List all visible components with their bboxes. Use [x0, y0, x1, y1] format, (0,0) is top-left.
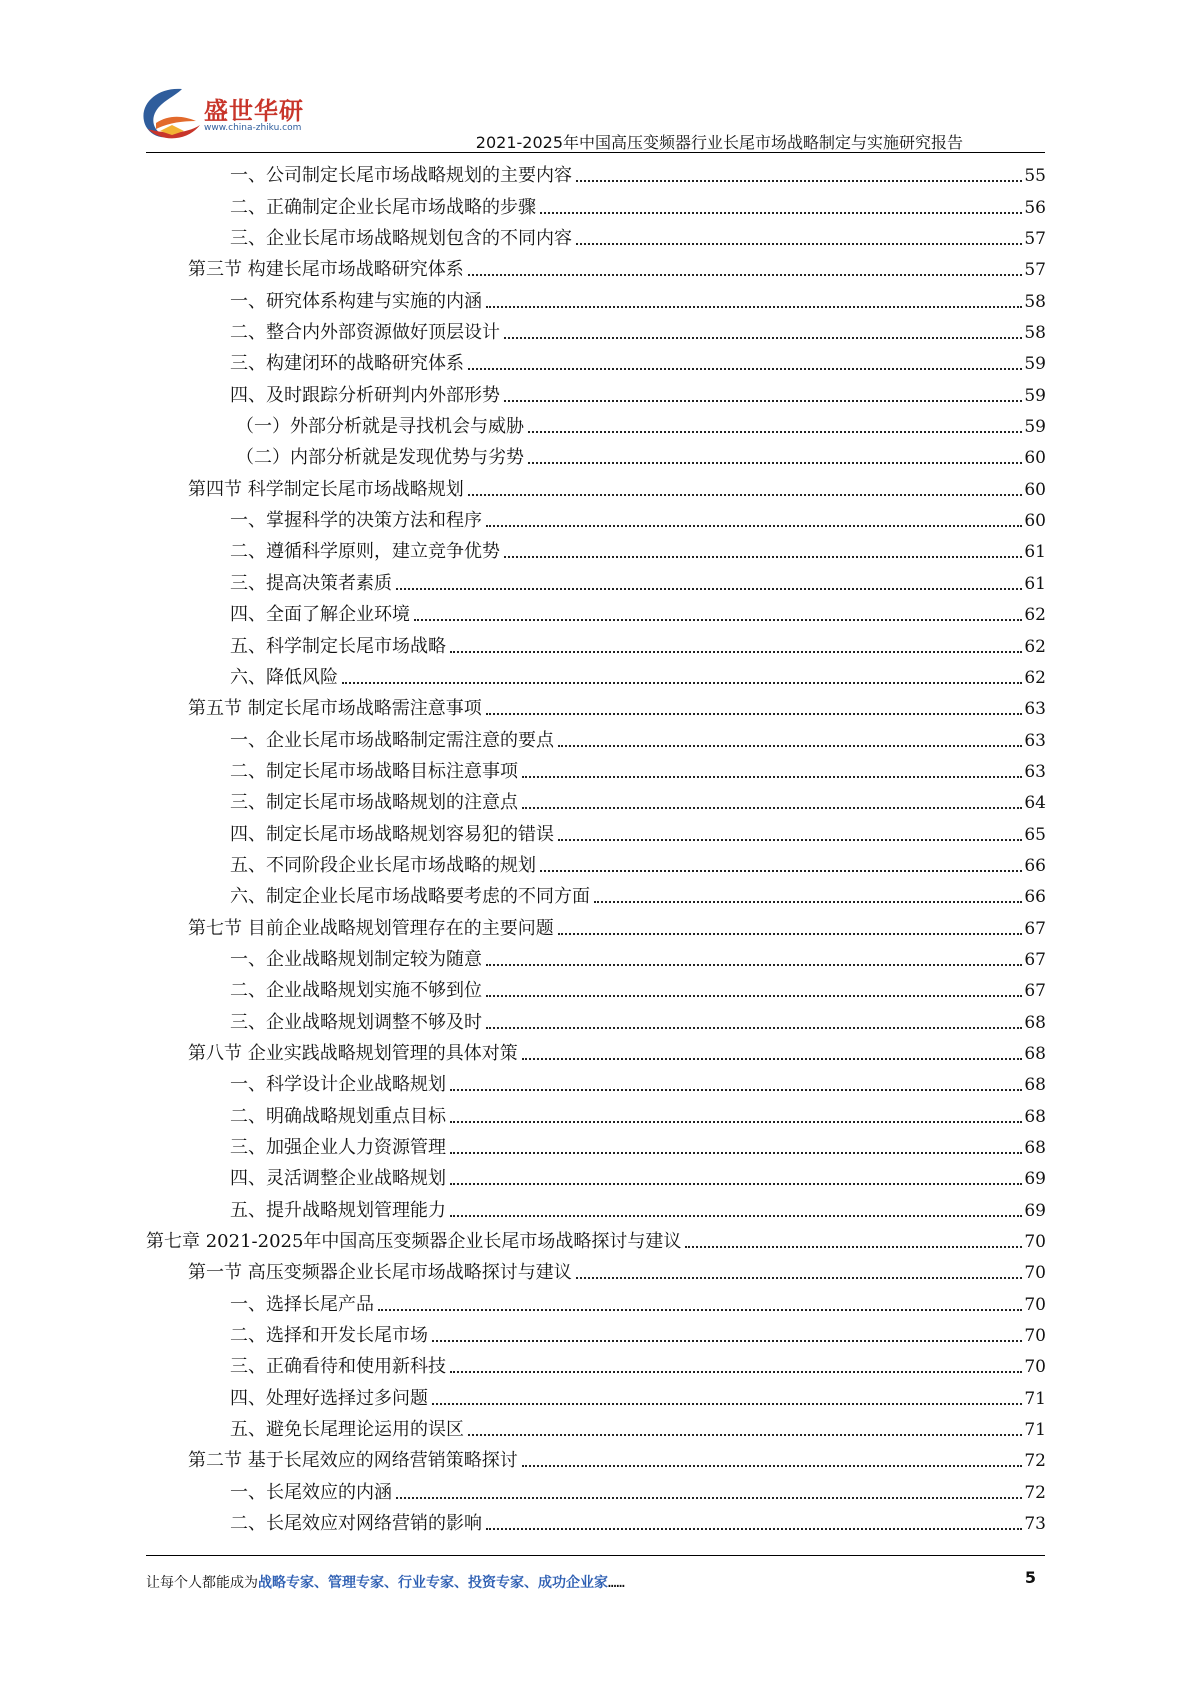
toc-dot-leader [522, 1465, 1023, 1467]
toc-entry-page: 62 [1024, 667, 1046, 688]
toc-entry-page: 63 [1024, 730, 1046, 751]
toc-dot-leader [576, 180, 1022, 182]
toc-dot-leader [450, 1089, 1022, 1091]
table-of-contents [146, 158, 1046, 1537]
toc-dot-leader [450, 1215, 1022, 1217]
toc-entry[interactable] [146, 1067, 1046, 1098]
toc-entry-label: 三、构建闭环的战略研究体系 [230, 353, 464, 375]
toc-dot-leader [594, 901, 1022, 903]
toc-entry-page: 61 [1024, 542, 1046, 563]
toc-entry[interactable] [146, 628, 1046, 659]
toc-dot-leader [486, 964, 1022, 966]
toc-entry[interactable] [146, 1036, 1046, 1067]
toc-dot-leader [576, 1277, 1023, 1279]
toc-entry-page: 69 [1024, 1169, 1046, 1190]
toc-entry-label: 五、避免长尾理论运用的误区 [230, 1419, 464, 1441]
toc-entry-label: 一、研究体系构建与实施的内涵 [230, 290, 482, 312]
toc-entry[interactable] [146, 565, 1046, 596]
toc-dot-leader [450, 1152, 1022, 1154]
toc-entry-page: 68 [1024, 1075, 1046, 1096]
toc-entry-label: （二）内部分析就是发现优势与劣势 [236, 447, 524, 469]
toc-entry-label: 一、掌握科学的决策方法和程序 [230, 510, 482, 532]
toc-entry-page: 55 [1024, 166, 1046, 187]
toc-dot-leader [486, 713, 1023, 715]
toc-entry-page: 60 [1024, 511, 1046, 532]
toc-entry-page: 70 [1024, 1357, 1046, 1378]
toc-entry-page: 70 [1024, 1326, 1046, 1347]
toc-entry[interactable] [146, 346, 1046, 377]
toc-entry-page: 68 [1024, 1012, 1046, 1033]
toc-dot-leader [396, 588, 1022, 590]
toc-entry-label: 二、选择和开发长尾市场 [230, 1325, 428, 1347]
toc-dot-leader [504, 400, 1022, 402]
toc-entry-label: （一）外部分析就是寻找机会与威胁 [236, 416, 524, 438]
toc-entry-page: 73 [1024, 1514, 1046, 1535]
page-header [0, 0, 1191, 150]
toc-entry-page: 67 [1024, 981, 1046, 1002]
toc-dot-leader [468, 494, 1023, 496]
toc-entry[interactable] [146, 252, 1046, 283]
toc-entry[interactable] [146, 440, 1046, 471]
toc-entry-page: 69 [1024, 1200, 1046, 1221]
toc-dot-leader [468, 274, 1023, 276]
toc-entry-label: 第五节 制定长尾市场战略需注意事项 [188, 698, 482, 720]
toc-entry[interactable] [146, 1380, 1046, 1411]
toc-dot-leader [432, 1340, 1022, 1342]
toc-dot-leader [558, 839, 1022, 841]
toc-entry-label: 五、不同阶段企业长尾市场战略的规划 [230, 854, 536, 876]
toc-entry[interactable] [146, 1224, 1046, 1255]
toc-entry-page: 68 [1024, 1043, 1046, 1064]
toc-entry-page: 62 [1024, 636, 1046, 657]
toc-entry-page: 58 [1024, 323, 1046, 344]
toc-entry-page: 72 [1024, 1451, 1046, 1472]
toc-entry-label: 一、企业长尾市场战略制定需注意的要点 [230, 729, 554, 751]
toc-entry-page: 56 [1024, 197, 1046, 218]
toc-entry-label: 三、加强企业人力资源管理 [230, 1137, 446, 1158]
toc-entry-page: 64 [1024, 793, 1046, 814]
toc-dot-leader [504, 337, 1022, 339]
toc-entry[interactable] [146, 910, 1046, 941]
toc-entry-page: 60 [1024, 479, 1046, 500]
toc-entry[interactable] [146, 1004, 1046, 1035]
toc-entry-page: 59 [1024, 354, 1046, 375]
toc-entry[interactable] [146, 816, 1046, 847]
toc-dot-leader [522, 1058, 1023, 1060]
company-logo [138, 85, 310, 145]
toc-entry[interactable] [146, 785, 1046, 816]
toc-dot-leader [540, 870, 1022, 872]
toc-entry[interactable] [146, 879, 1046, 910]
toc-entry-page: 65 [1024, 824, 1046, 845]
toc-entry-label: 第七章 2021-2025年中国高压变频器企业长尾市场战略探讨与建议 [146, 1231, 682, 1253]
toc-dot-leader [450, 651, 1022, 653]
footer-slogan [146, 1572, 625, 1592]
toc-entry-label: 一、选择长尾产品 [230, 1293, 374, 1315]
toc-entry-label: 三、制定长尾市场战略规划的注意点 [230, 792, 518, 814]
logo-emblem-icon [138, 85, 208, 145]
toc-entry-page: 62 [1024, 605, 1046, 626]
toc-entry-page: 61 [1024, 573, 1046, 594]
toc-entry[interactable] [146, 1349, 1046, 1380]
toc-entry-label: 六、降低风险 [230, 666, 338, 688]
toc-entry[interactable] [146, 315, 1046, 346]
toc-entry[interactable] [146, 1098, 1046, 1129]
toc-entry[interactable] [146, 534, 1046, 565]
toc-entry[interactable] [146, 189, 1046, 220]
toc-entry-label: 四、全面了解企业环境 [230, 604, 410, 626]
toc-dot-leader [450, 1371, 1022, 1373]
toc-entry[interactable] [146, 597, 1046, 628]
toc-entry[interactable] [146, 1506, 1046, 1537]
toc-entry[interactable] [146, 754, 1046, 785]
toc-entry-page: 67 [1024, 918, 1046, 939]
toc-entry-page: 72 [1024, 1482, 1046, 1503]
toc-entry-label: 一、长尾效应的内涵 [230, 1481, 392, 1503]
toc-entry-page: 71 [1024, 1388, 1046, 1409]
toc-dot-leader [396, 1497, 1022, 1499]
toc-entry-label: 四、灵活调整企业战略规划 [230, 1168, 446, 1190]
toc-entry[interactable] [146, 1286, 1046, 1317]
toc-entry-label: 二、遵循科学原则，建立竞争优势 [230, 541, 500, 563]
toc-entry-label: 三、正确看待和使用新科技 [230, 1356, 446, 1378]
toc-entry-page: 63 [1024, 699, 1046, 720]
toc-entry-page: 57 [1024, 260, 1046, 281]
toc-entry-label: 一、公司制定长尾市场战略规划的主要内容 [230, 165, 572, 187]
toc-entry-label: 二、长尾效应对网络营销的影响 [230, 1513, 482, 1535]
toc-dot-leader [522, 776, 1022, 778]
toc-entry[interactable] [146, 377, 1046, 408]
toc-dot-leader [540, 212, 1022, 214]
toc-entry[interactable] [146, 158, 1046, 189]
footer-slogan-suffix: …… [608, 1575, 625, 1591]
toc-entry-label: 二、企业战略规划实施不够到位 [230, 980, 482, 1002]
logo-name: 盛世华研 [204, 97, 304, 125]
toc-entry-page: 66 [1024, 887, 1046, 908]
report-title: 2021-2025年中国高压变频器行业长尾市场战略制定与实施研究报告 [475, 133, 963, 152]
toc-entry-label: 第一节 高压变频器企业长尾市场战略探讨与建议 [188, 1262, 572, 1284]
toc-dot-leader [486, 525, 1022, 527]
toc-dot-leader [504, 556, 1022, 558]
toc-entry-page: 68 [1024, 1106, 1046, 1127]
header-divider [146, 152, 1045, 153]
toc-entry-label: 六、制定企业长尾市场战略要考虑的不同方面 [230, 886, 590, 908]
toc-entry-label: 一、科学设计企业战略规划 [230, 1074, 446, 1096]
toc-entry[interactable] [146, 691, 1046, 722]
toc-entry[interactable] [146, 283, 1046, 314]
toc-entry-label: 第三节 构建长尾市场战略研究体系 [188, 259, 464, 281]
toc-entry[interactable] [146, 848, 1046, 879]
toc-entry[interactable] [146, 973, 1046, 1004]
toc-entry-label: 三、企业战略规划调整不够及时 [230, 1011, 482, 1033]
toc-entry-page: 70 [1024, 1232, 1046, 1253]
footer-divider [146, 1555, 1045, 1556]
toc-dot-leader [522, 807, 1022, 809]
toc-dot-leader [576, 243, 1022, 245]
toc-entry[interactable] [146, 1474, 1046, 1505]
toc-entry[interactable] [146, 503, 1046, 534]
toc-entry[interactable] [146, 1412, 1046, 1443]
toc-entry[interactable] [146, 409, 1046, 440]
toc-entry-label: 一、企业战略规划制定较为随意 [230, 948, 482, 970]
toc-dot-leader [486, 1027, 1022, 1029]
toc-entry[interactable] [146, 942, 1046, 973]
toc-entry-label: 二、明确战略规划重点目标 [230, 1105, 446, 1127]
toc-entry-label: 五、提升战略规划管理能力 [230, 1199, 446, 1221]
logo-url: www.china-zhiku.com [204, 123, 302, 133]
toc-entry[interactable] [146, 1161, 1046, 1192]
toc-entry-label: 三、企业长尾市场战略规划包含的不同内容 [230, 228, 572, 250]
toc-dot-leader [558, 745, 1022, 747]
toc-entry[interactable] [146, 471, 1046, 502]
toc-dot-leader [486, 1528, 1022, 1530]
toc-entry[interactable] [146, 1130, 1046, 1161]
toc-entry[interactable] [146, 1443, 1046, 1474]
toc-entry-page: 67 [1024, 949, 1046, 970]
footer-slogan-highlight: 战略专家、管理专家、行业专家、投资专家、成功企业家 [258, 1575, 608, 1591]
toc-entry-page: 58 [1024, 291, 1046, 312]
toc-entry-page: 60 [1024, 448, 1046, 469]
toc-entry-page: 59 [1024, 417, 1046, 438]
toc-dot-leader [468, 1434, 1022, 1436]
toc-dot-leader [486, 306, 1022, 308]
toc-dot-leader [432, 1403, 1022, 1405]
toc-dot-leader [468, 368, 1022, 370]
toc-entry-page: 66 [1024, 855, 1046, 876]
toc-entry-page: 68 [1024, 1138, 1046, 1158]
toc-entry[interactable] [146, 660, 1046, 691]
toc-dot-leader [450, 1183, 1022, 1185]
toc-entry-label: 四、制定长尾市场战略规划容易犯的错误 [230, 823, 554, 845]
toc-entry-label: 二、制定长尾市场战略目标注意事项 [230, 760, 518, 782]
footer-slogan-prefix: 让每个人都能成为 [146, 1575, 258, 1591]
toc-dot-leader [378, 1309, 1022, 1311]
toc-entry[interactable] [146, 1318, 1046, 1349]
toc-entry-label: 二、正确制定企业长尾市场战略的步骤 [230, 196, 536, 218]
toc-dot-leader [486, 995, 1022, 997]
toc-entry-label: 二、整合内外部资源做好顶层设计 [230, 322, 500, 344]
toc-entry-label: 第四节 科学制定长尾市场战略规划 [188, 478, 464, 500]
toc-dot-leader [685, 1246, 1022, 1248]
toc-entry-label: 五、科学制定长尾市场战略 [230, 635, 446, 657]
toc-entry-label: 第二节 基于长尾效应的网络营销策略探讨 [188, 1450, 518, 1472]
toc-dot-leader [414, 619, 1022, 621]
toc-entry-label: 三、提高决策者素质 [230, 572, 392, 594]
toc-entry-label: 四、处理好选择过多问题 [230, 1387, 428, 1409]
toc-entry-label: 第七节 目前企业战略规划管理存在的主要问题 [188, 917, 554, 939]
toc-dot-leader [558, 933, 1023, 935]
page-number: 5 [1024, 1568, 1036, 1587]
toc-entry-page: 59 [1024, 385, 1046, 406]
toc-entry[interactable] [146, 722, 1046, 753]
toc-dot-leader [528, 462, 1022, 464]
toc-entry[interactable] [146, 1255, 1046, 1286]
toc-entry-page: 70 [1024, 1263, 1046, 1284]
toc-entry-page: 63 [1024, 761, 1046, 782]
toc-entry-label: 四、及时跟踪分析研判内外部形势 [230, 384, 500, 406]
toc-entry-page: 71 [1024, 1420, 1046, 1441]
toc-dot-leader [528, 431, 1022, 433]
toc-entry[interactable] [146, 221, 1046, 252]
toc-entry-page: 57 [1024, 229, 1046, 250]
toc-dot-leader [342, 682, 1022, 684]
toc-dot-leader [450, 1121, 1022, 1123]
toc-entry[interactable] [146, 1192, 1046, 1223]
toc-entry-page: 70 [1024, 1294, 1046, 1315]
toc-entry-label: 第八节 企业实践战略规划管理的具体对策 [188, 1042, 518, 1064]
